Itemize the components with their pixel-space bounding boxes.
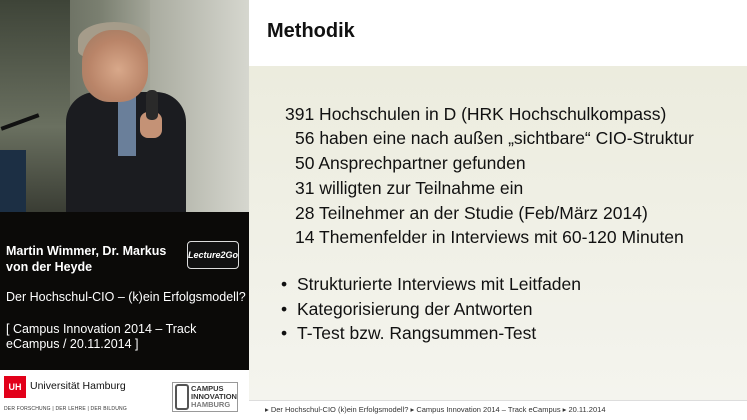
slide-line: 56 haben eine nach außen „sichtbare“ CIO-Struktur [295,128,694,148]
slide-line: 28 Teilnehmer an der Studie (Feb/März 2014) [295,203,648,223]
campus-innovation-icon [175,384,189,410]
slide-footer [249,400,747,420]
bullet-icon: • [281,323,288,343]
bullet-icon: • [281,299,288,319]
slide-bullet: • Strukturierte Interviews mit Leitfaden [281,274,582,294]
microphone [146,90,158,120]
uhh-name: Universität Hamburg [30,380,126,392]
slide-line: 31 willigten zur Teilnahme ein [295,178,524,198]
speaker-head [82,30,148,102]
campus-innovation-text: CAMPUS INNOVATION HAMBURG [191,384,237,409]
slide-bullet: • T-Test bzw. Rangsummen-Test [281,323,537,343]
slide-bullet: • Kategorisierung der Antworten [281,299,533,319]
slide-line: 391 Hochschulen in D (HRK Hochschulkompass) [285,104,667,124]
laptop [0,150,26,212]
video-panel [0,0,249,420]
speaker-shirt [118,96,136,156]
talk-title: Der Hochschul-CIO – (k)ein Erfolgsmodell? [6,290,246,304]
talk-info [0,212,249,370]
slide-footer-text: ▸ Der Hochschul-CIO (k)ein Erfolgsmodell? ▸ Campus Innovation 2014 – Track eCampus ▸ 20.11.2014 [265,405,606,414]
slide-line: 50 Ansprechpartner gefunden [295,153,526,173]
slide-line: 14 Themenfelder in Interviews mit 60-120 Minuten [295,227,684,247]
presentation-slide [249,0,747,420]
uhh-tagline: DER FORSCHUNG | DER LEHRE | DER BILDUNG [4,406,127,412]
uhh-logo-icon: UH [4,376,26,398]
speaker-video[interactable] [0,0,249,212]
slide-body [249,66,747,400]
slide-title-bar [249,0,747,66]
slide-title: Methodik [267,20,355,42]
bullet-icon: • [281,274,288,294]
campus-innovation-logo [172,382,238,412]
event-label: [ Campus Innovation 2014 – Track eCampus / 20.11.2014 ] [6,322,197,351]
logo-bar [0,370,249,420]
lecture2go-badge: Lecture2Go [187,241,239,269]
speaker-names: Martin Wimmer, Dr. Markus von der Heyde [6,244,167,274]
